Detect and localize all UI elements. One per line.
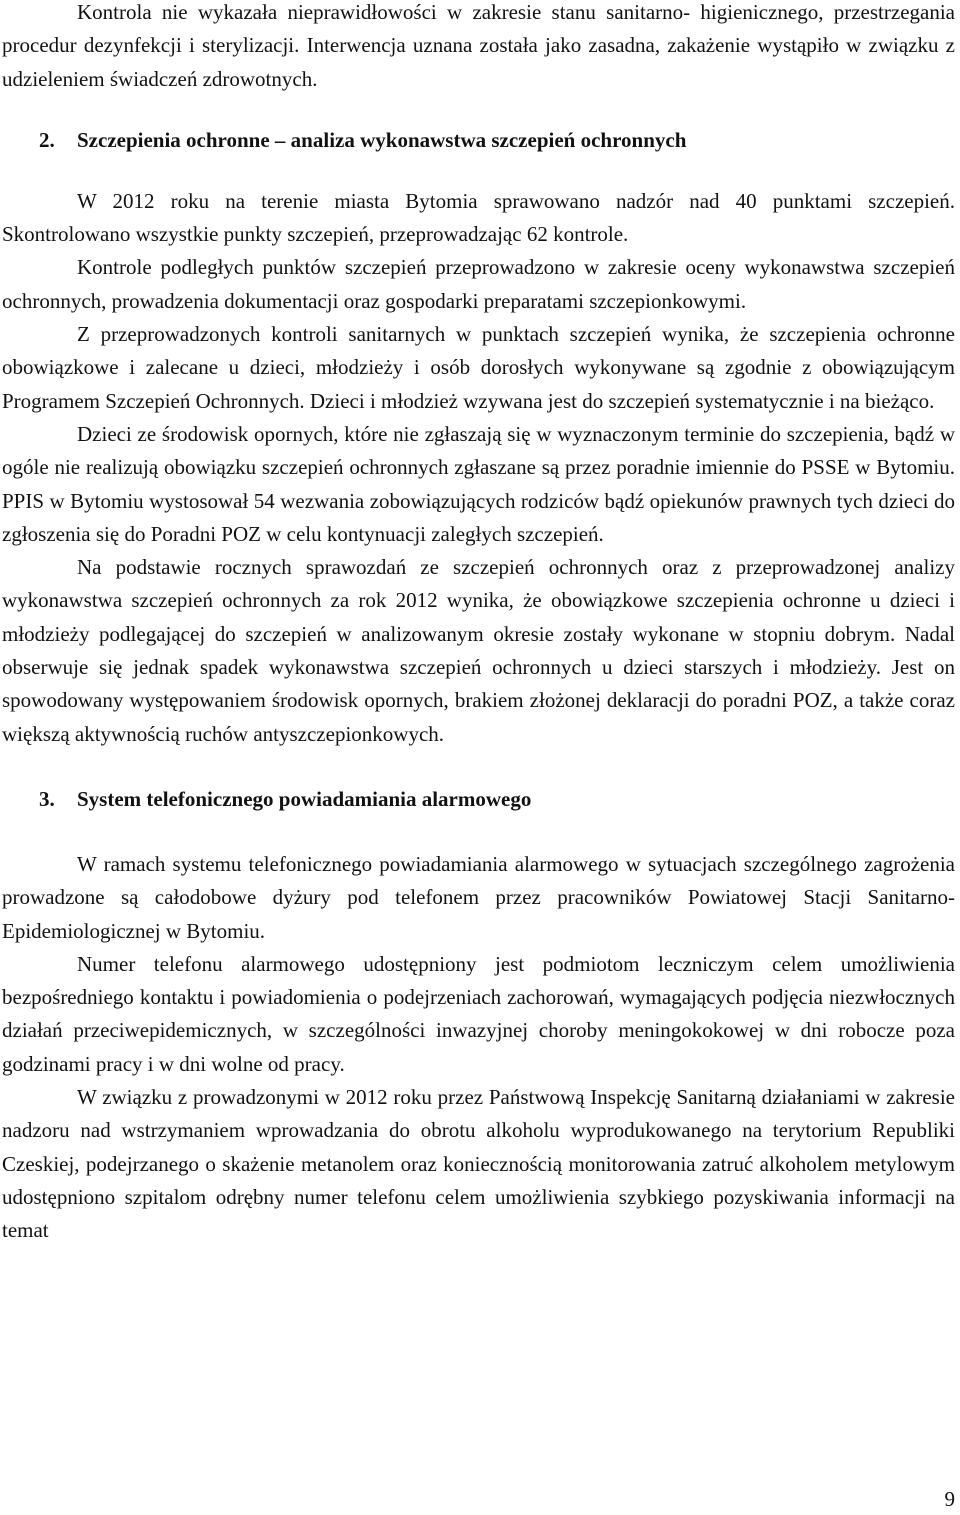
section-3-number: 3.: [39, 786, 55, 811]
section-2-paragraph-3: Z przeprowadzonych kontroli sanitarnych w punktach szczepień wynika, że szczepienia ochronne obowiązkowe i zalecane u dzieci, młodzieży i osób dorosłych wykonywane są zgodnie z obowiązującym Programem Szczepień Ochronnych. Dzieci i młodzież wzywana jest do szczepień systematycznie i na bieżąco.: [2, 322, 955, 413]
section-3-heading: [2, 783, 955, 816]
section-3-paragraph-2: Numer telefonu alarmowego udostępniony jest podmiotom leczniczym celem umożliwienia bezpośredniego kontaktu i powiadomienia o podejrzeniach zachorowań, wymagających podjęcia niezwłocznych działań przeciwepidemicznych, w szczególności inwazyjnej choroby meningokokowej w dni robocze poza godzinami pracy i w dni wolne od pracy.: [2, 951, 955, 1076]
section-2-paragraph-5: Na podstawie rocznych sprawozdań ze szczepień ochronnych oraz z przeprowadzonej analizy wykonawstwa szczepień ochronnych za rok 2012 wynika, że obowiązkowe szczepienia ochronne u dzieci i młodzieży podlegającej do szczepień w analizowanym okresie zostały wykonane w stopniu dobrym. Nadal obserwuje się jednak spadek wykonawstwa szczepień ochronnych u dzieci starszych i młodzieży. Jest on spowodowany występowaniem środowisk opornych, brakiem złożonej deklaracji do poradni POZ, a także coraz większą aktywnością ruchów antyszczepionkowych.: [2, 555, 955, 746]
section-3-paragraph-3: W związku z prowadzonymi w 2012 roku przez Państwową Inspekcję Sanitarną działaniami w zakresie nadzoru nad wstrzymaniem wprowadzania do obrotu alkoholu wyprodukowanego na terytorium Republiki Czeskiej, podejrzanego o skażenie metanolem oraz koniecznością monitorowania zatruć alkoholem metylowym udostępniono szpitalom odrębny numer telefonu celem umożliwienia szybkiego pozyskiwania informacji na temat: [2, 1085, 955, 1243]
section-2-number: 2.: [39, 127, 55, 152]
section-2-paragraph-4: Dzieci ze środowisk opornych, które nie zgłaszają się w wyznaczonym terminie do szczepienia, bądź w ogóle nie realizują obowiązku szczepień ochronnych zgłaszane są przez poradnie imiennie do PSSE w Bytomiu. PPIS w Bytomiu wystosował 54 wezwania zobowiązujących rodziców bądź opiekunów prawnych tych dzieci do zgłoszenia się do Poradni POZ w celu kontynuacji zaległych szczepień.: [2, 421, 955, 546]
page-number: 9: [944, 1487, 955, 1511]
section-2-heading: [2, 124, 955, 157]
section-2-title: Szczepienia ochronne – analiza wykonawstwa szczepień ochronnych: [77, 127, 687, 152]
section-3-paragraph-1: W ramach systemu telefonicznego powiadamiania alarmowego w sytuacjach szczególnego zagrożenia prowadzone są całodobowe dyżury pod telefonem przez pracowników Powiatowej Stacji Sanitarno-Epidemiologicznej w Bytomiu.: [2, 851, 955, 943]
section-2-paragraph-1: W 2012 roku na terenie miasta Bytomia sprawowano nadzór nad 40 punktami szczepień. Skontrolowano wszystkie punkty szczepień, przeprowadzając 62 kontrole.: [2, 188, 955, 247]
section-3-title: System telefonicznego powiadamiania alarmowego: [77, 786, 532, 811]
intro-paragraph: Kontrola nie wykazała nieprawidłowości w zakresie stanu sanitarno- higienicznego, przestrzegania procedur dezynfekcji i sterylizacji. Interwencja uznana została jako zasadna, zakażenie wystąpiło w związku z udzieleniem świadczeń zdrowotnych.: [2, 0, 955, 91]
section-2-paragraph-2: Kontrole podległych punktów szczepień przeprowadzono w zakresie oceny wykonawstwa szczepień ochronnych, prowadzenia dokumentacji oraz gospodarki preparatami szczepionkowymi.: [2, 255, 955, 313]
